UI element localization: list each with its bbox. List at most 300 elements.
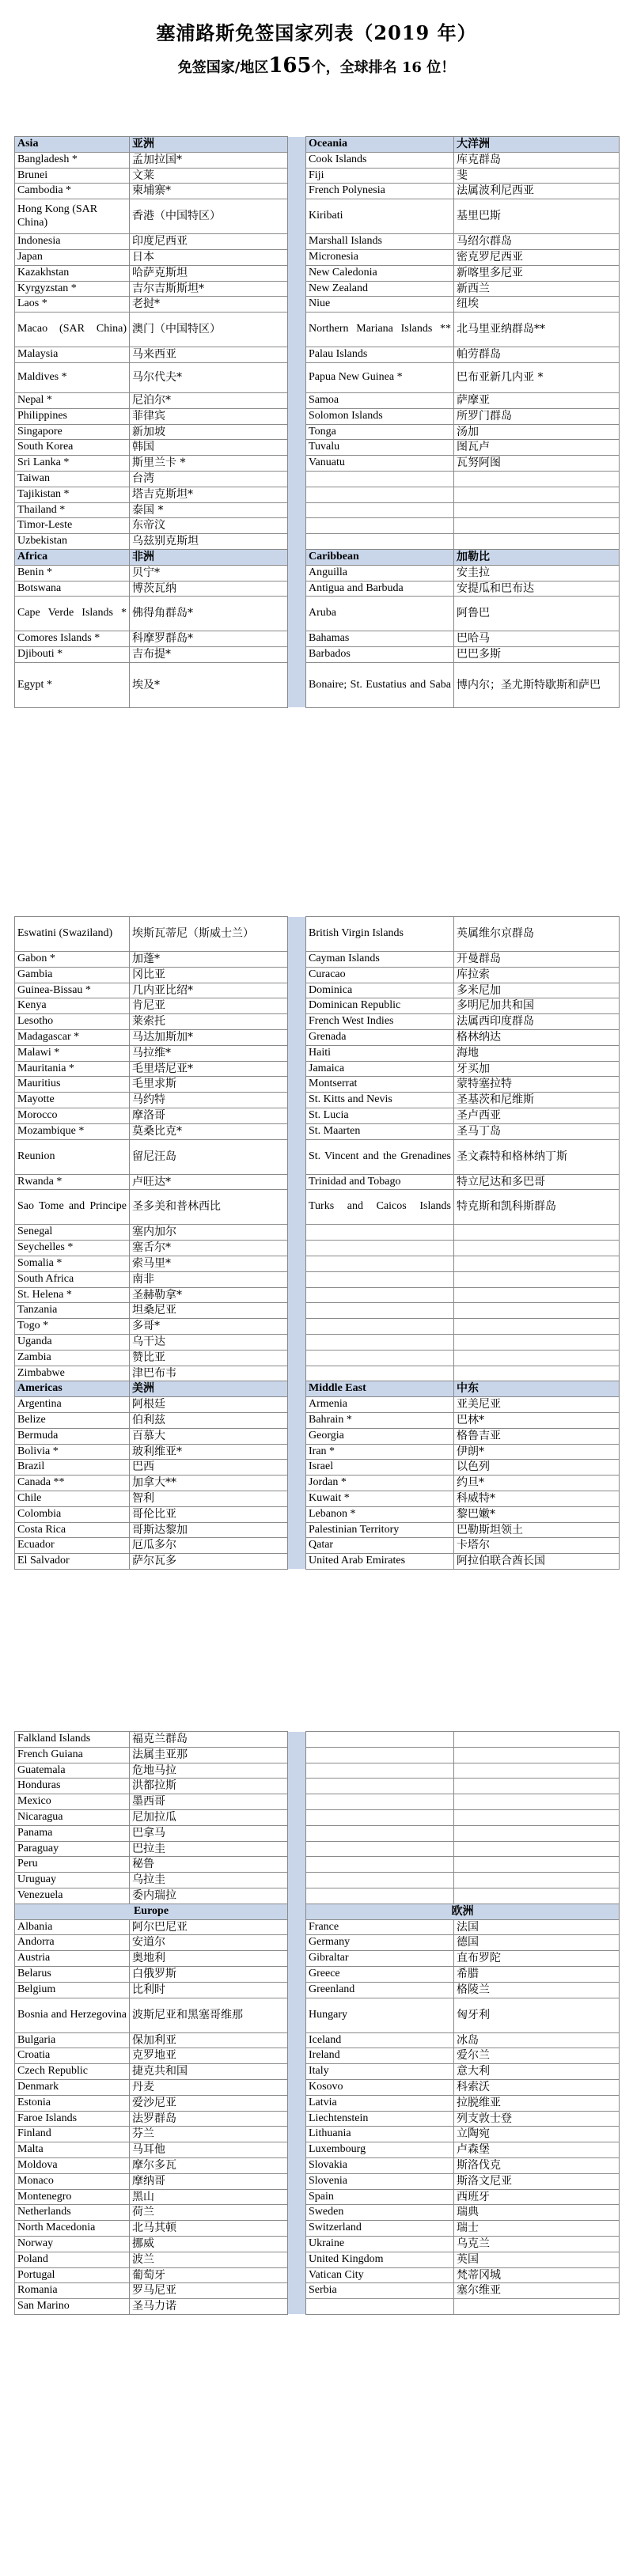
country-name-en: St. Maarten xyxy=(306,1123,454,1139)
column-spacer xyxy=(288,2205,306,2221)
country-name-en: Togo * xyxy=(15,1319,130,1335)
country-name-zh: 纽埃 xyxy=(454,297,620,313)
column-spacer xyxy=(288,2142,306,2158)
country-name-en: Panama xyxy=(15,1825,130,1841)
country-name-en: Mozambique * xyxy=(15,1123,130,1139)
country-name-en xyxy=(306,1241,454,1256)
subtitle-prefix: 免签国家/地区 xyxy=(177,59,269,76)
table-row xyxy=(15,408,620,424)
table-row xyxy=(15,168,620,184)
country-name-en: Poland xyxy=(15,2252,130,2267)
region-header-row xyxy=(15,1381,620,1397)
country-name-zh: 佛得角群岛* xyxy=(130,597,288,631)
column-spacer xyxy=(288,487,306,502)
country-name-en: Falkland Islands xyxy=(15,1732,130,1748)
country-name-zh xyxy=(454,2299,620,2315)
region-name-en: Asia xyxy=(15,137,130,153)
country-name-zh: 伯利兹 xyxy=(130,1412,288,1428)
column-spacer xyxy=(288,1077,306,1093)
column-spacer xyxy=(288,424,306,440)
country-name-zh: 加蓬* xyxy=(130,952,288,968)
country-name-zh xyxy=(454,1779,620,1794)
country-name-en xyxy=(306,534,454,550)
country-name-zh: 捷克共和国 xyxy=(130,2064,288,2080)
country-name-en: Eswatini (Swaziland) xyxy=(15,917,130,952)
country-name-en: Spain xyxy=(306,2189,454,2205)
column-spacer xyxy=(288,1857,306,1873)
country-name-zh: 库拉索 xyxy=(454,967,620,983)
table-row xyxy=(15,1319,620,1335)
country-name-en: Andorra xyxy=(15,1935,130,1951)
column-spacer xyxy=(288,952,306,968)
country-name-en xyxy=(306,487,454,502)
country-name-zh: 安提瓜和巴布达 xyxy=(454,581,620,597)
country-name-en: United Arab Emirates xyxy=(306,1554,454,1570)
table-row xyxy=(15,1888,620,1904)
country-name-en: Costa Rica xyxy=(15,1522,130,1538)
country-name-zh: 瓦努阿图 xyxy=(454,456,620,472)
table-row xyxy=(15,1460,620,1476)
country-name-zh: 肯尼亚 xyxy=(130,998,288,1014)
country-name-zh: 印度尼西亚 xyxy=(130,234,288,250)
table-row xyxy=(15,1919,620,1935)
country-name-zh xyxy=(454,1225,620,1241)
country-name-zh xyxy=(454,1241,620,1256)
country-name-en: Maldives * xyxy=(15,362,130,392)
country-name-en: French Guiana xyxy=(15,1747,130,1763)
country-name-en xyxy=(306,1857,454,1873)
country-name-zh xyxy=(454,1763,620,1779)
country-name-en xyxy=(306,1350,454,1366)
region-name-en: Middle East xyxy=(306,1381,454,1397)
country-name-zh xyxy=(454,1825,620,1841)
country-name-en: Venezuela xyxy=(15,1888,130,1904)
table-row xyxy=(15,2079,620,2095)
table-row xyxy=(15,362,620,392)
country-name-en: Papua New Guinea * xyxy=(306,362,454,392)
column-spacer xyxy=(288,2173,306,2189)
country-name-zh: 新加坡 xyxy=(130,424,288,440)
country-name-zh: 波斯尼亚和黑塞哥维那 xyxy=(130,1998,288,2032)
country-name-zh: 吉布提* xyxy=(130,647,288,663)
country-name-en xyxy=(306,1873,454,1888)
country-name-en: Grenada xyxy=(306,1029,454,1045)
country-name-zh: 爱沙尼亚 xyxy=(130,2095,288,2111)
column-spacer xyxy=(288,549,306,565)
country-name-zh: 阿拉伯联合酋长国 xyxy=(454,1554,620,1570)
column-spacer xyxy=(288,1029,306,1045)
country-name-zh: 圣马丁岛 xyxy=(454,1123,620,1139)
column-spacer xyxy=(288,1174,306,1190)
column-spacer xyxy=(288,1045,306,1061)
country-name-zh: 塞舌尔* xyxy=(130,1241,288,1256)
country-name-en xyxy=(306,1271,454,1287)
region-name-en: Oceania xyxy=(306,137,454,153)
country-name-zh: 马耳他 xyxy=(130,2142,288,2158)
country-name-zh: 冰岛 xyxy=(454,2032,620,2048)
column-spacer xyxy=(288,2111,306,2127)
table-row xyxy=(15,2252,620,2267)
table-row xyxy=(15,565,620,581)
table-row xyxy=(15,1271,620,1287)
country-name-en: South Korea xyxy=(15,440,130,456)
visa-free-table-1 xyxy=(14,136,620,708)
country-name-en: Malaysia xyxy=(15,347,130,363)
column-spacer xyxy=(288,502,306,518)
country-name-en: British Virgin Islands xyxy=(306,917,454,952)
country-name-zh: 委内瑞拉 xyxy=(130,1888,288,1904)
country-name-en: Haiti xyxy=(306,1045,454,1061)
country-name-zh: 毛里塔尼亚* xyxy=(130,1061,288,1077)
country-name-en: Morocco xyxy=(15,1108,130,1123)
country-name-en: Niue xyxy=(306,297,454,313)
table-row xyxy=(15,1779,620,1794)
country-name-en: Cook Islands xyxy=(306,152,454,168)
country-name-zh: 危地马拉 xyxy=(130,1763,288,1779)
country-name-zh: 格陵兰 xyxy=(454,1982,620,1998)
country-name-zh: 伊朗* xyxy=(454,1444,620,1460)
country-name-zh: 哥斯达黎加 xyxy=(130,1522,288,1538)
country-name-zh: 冈比亚 xyxy=(130,967,288,983)
table-row xyxy=(15,2157,620,2173)
country-name-zh: 直布罗陀 xyxy=(454,1951,620,1967)
column-spacer xyxy=(288,1428,306,1444)
country-name-en xyxy=(306,1225,454,1241)
country-name-en: Bonaire; St. Eustatius and Saba xyxy=(306,662,454,707)
country-name-zh: 智利 xyxy=(130,1491,288,1506)
column-spacer xyxy=(288,2127,306,2142)
column-spacer xyxy=(288,1841,306,1857)
country-name-en: Guatemala xyxy=(15,1763,130,1779)
table-row xyxy=(15,1951,620,1967)
column-spacer xyxy=(288,265,306,281)
country-name-zh: 加拿大** xyxy=(130,1476,288,1491)
country-name-en: Zambia xyxy=(15,1350,130,1366)
table-row xyxy=(15,1476,620,1491)
table-row xyxy=(15,1366,620,1381)
column-spacer xyxy=(288,1476,306,1491)
country-name-en xyxy=(306,1779,454,1794)
region-name-en: Americas xyxy=(15,1381,130,1397)
country-name-zh: 牙买加 xyxy=(454,1061,620,1077)
table-row xyxy=(15,265,620,281)
column-spacer xyxy=(288,1732,306,1748)
table-row xyxy=(15,983,620,998)
country-name-en: Kosovo xyxy=(306,2079,454,2095)
country-name-en: Liechtenstein xyxy=(306,2111,454,2127)
column-spacer xyxy=(288,1256,306,1271)
country-name-en: Djibouti * xyxy=(15,647,130,663)
table-row xyxy=(15,1412,620,1428)
column-spacer xyxy=(288,234,306,250)
country-name-zh: 黑山 xyxy=(130,2189,288,2205)
table-row xyxy=(15,2048,620,2064)
page-title: 塞浦路斯免签国家列表（2019 年） xyxy=(156,21,477,44)
country-name-en: Guinea-Bissau * xyxy=(15,983,130,998)
column-spacer xyxy=(288,1303,306,1319)
country-name-en: Cayman Islands xyxy=(306,952,454,968)
country-name-zh: 德国 xyxy=(454,1935,620,1951)
country-name-en: Malawi * xyxy=(15,1045,130,1061)
column-spacer xyxy=(288,2299,306,2315)
table-row xyxy=(15,1857,620,1873)
country-name-zh: 巴拉圭 xyxy=(130,1841,288,1857)
table-row xyxy=(15,1491,620,1506)
subtitle-middle: 个，全球排名 xyxy=(311,59,402,76)
table-row xyxy=(15,647,620,663)
column-spacer xyxy=(288,1763,306,1779)
column-spacer xyxy=(288,281,306,297)
country-name-zh: 澳门（中国特区） xyxy=(130,313,288,347)
table-row xyxy=(15,1966,620,1982)
country-name-zh: 比利时 xyxy=(130,1982,288,1998)
country-name-zh: 图瓦卢 xyxy=(454,440,620,456)
country-name-zh: 埃及* xyxy=(130,662,288,707)
country-name-zh: 法属圭亚那 xyxy=(130,1747,288,1763)
region-name-zh: 加勒比 xyxy=(454,549,620,565)
country-name-en: Montenegro xyxy=(15,2189,130,2205)
table-row xyxy=(15,1998,620,2032)
country-name-zh: 阿鲁巴 xyxy=(454,597,620,631)
country-name-zh: 库克群岛 xyxy=(454,152,620,168)
country-name-zh: 柬埔寨* xyxy=(130,184,288,199)
column-spacer xyxy=(288,152,306,168)
country-name-en: Tonga xyxy=(306,424,454,440)
column-spacer xyxy=(288,1061,306,1077)
table-row xyxy=(15,597,620,631)
country-name-zh: 圣基茨和尼维斯 xyxy=(454,1093,620,1108)
country-name-zh xyxy=(454,1732,620,1748)
country-name-en xyxy=(306,1732,454,1748)
country-name-en: St. Kitts and Nevis xyxy=(306,1093,454,1108)
column-spacer xyxy=(288,1747,306,1763)
country-name-en: Botswana xyxy=(15,581,130,597)
country-name-en: Hungary xyxy=(306,1998,454,2032)
country-name-en: Indonesia xyxy=(15,234,130,250)
region-header-row xyxy=(15,549,620,565)
column-spacer xyxy=(288,1123,306,1139)
country-name-zh: 哈萨克斯坦 xyxy=(130,265,288,281)
column-spacer xyxy=(288,392,306,408)
table-row xyxy=(15,1982,620,1998)
column-spacer xyxy=(288,1825,306,1841)
country-name-zh: 尼加拉瓜 xyxy=(130,1809,288,1825)
table-row xyxy=(15,1538,620,1554)
country-name-en: Gibraltar xyxy=(306,1951,454,1967)
country-name-zh: 莫桑比克* xyxy=(130,1123,288,1139)
country-name-zh: 圣多美和普林西比 xyxy=(130,1190,288,1225)
column-spacer xyxy=(288,2157,306,2173)
column-spacer xyxy=(288,1287,306,1303)
column-spacer xyxy=(288,362,306,392)
country-name-zh: 多米尼加 xyxy=(454,983,620,998)
country-name-en: Croatia xyxy=(15,2048,130,2064)
country-name-zh: 马达加斯加* xyxy=(130,1029,288,1045)
country-name-en: Canada ** xyxy=(15,1476,130,1491)
table-row xyxy=(15,2032,620,2048)
country-name-zh: 以色列 xyxy=(454,1460,620,1476)
country-name-en: Timor-Leste xyxy=(15,518,130,534)
country-name-zh: 斯洛伐克 xyxy=(454,2157,620,2173)
country-name-zh xyxy=(454,1747,620,1763)
country-name-en: Latvia xyxy=(306,2095,454,2111)
country-name-en: Lesotho xyxy=(15,1014,130,1030)
country-name-en: Vanuatu xyxy=(306,456,454,472)
country-name-zh xyxy=(454,1319,620,1335)
table-row xyxy=(15,2267,620,2283)
country-name-en: Micronesia xyxy=(306,249,454,265)
table-row xyxy=(15,1029,620,1045)
country-name-en: Brunei xyxy=(15,168,130,184)
country-name-en: Benin * xyxy=(15,565,130,581)
country-name-zh xyxy=(454,471,620,487)
country-name-zh: 丹麦 xyxy=(130,2079,288,2095)
country-name-en: Palau Islands xyxy=(306,347,454,363)
country-name-zh: 阿根廷 xyxy=(130,1397,288,1413)
country-name-en: Germany xyxy=(306,1935,454,1951)
table-row xyxy=(15,1732,620,1748)
country-name-en: Reunion xyxy=(15,1139,130,1174)
country-name-en: Barbados xyxy=(306,647,454,663)
country-name-en: Samoa xyxy=(306,392,454,408)
column-spacer xyxy=(288,168,306,184)
country-name-en: Armenia xyxy=(306,1397,454,1413)
column-spacer xyxy=(288,1538,306,1554)
column-spacer xyxy=(288,1241,306,1256)
country-name-zh: 墨西哥 xyxy=(130,1794,288,1810)
table-row xyxy=(15,581,620,597)
country-name-en xyxy=(306,1747,454,1763)
country-name-zh: 奥地利 xyxy=(130,1951,288,1967)
country-name-zh: 塔吉克斯坦* xyxy=(130,487,288,502)
country-name-en: Czech Republic xyxy=(15,2064,130,2080)
country-name-en: Curacao xyxy=(306,967,454,983)
table-row xyxy=(15,2111,620,2127)
country-name-en: Nepal * xyxy=(15,392,130,408)
column-spacer xyxy=(288,2079,306,2095)
country-name-en xyxy=(306,1287,454,1303)
column-spacer xyxy=(288,1554,306,1570)
country-name-zh: 百慕大 xyxy=(130,1428,288,1444)
column-spacer xyxy=(288,631,306,647)
country-name-zh: 克罗地亚 xyxy=(130,2048,288,2064)
table-row xyxy=(15,297,620,313)
country-name-en: Anguilla xyxy=(306,565,454,581)
table-row xyxy=(15,1334,620,1350)
country-name-zh: 保加利亚 xyxy=(130,2032,288,2048)
column-spacer xyxy=(288,1809,306,1825)
country-name-en: French West Indies xyxy=(306,1014,454,1030)
country-name-zh: 乌干达 xyxy=(130,1334,288,1350)
country-name-zh: 文莱 xyxy=(130,168,288,184)
table-row xyxy=(15,313,620,347)
country-name-en: Seychelles * xyxy=(15,1241,130,1256)
country-name-en: United Kingdom xyxy=(306,2252,454,2267)
column-spacer xyxy=(288,1444,306,1460)
country-name-zh: 新喀里多尼亚 xyxy=(454,265,620,281)
country-name-en: Gambia xyxy=(15,967,130,983)
table-row xyxy=(15,1045,620,1061)
country-name-zh: 马尔代夫* xyxy=(130,362,288,392)
column-spacer xyxy=(288,184,306,199)
country-name-en: Ecuador xyxy=(15,1538,130,1554)
country-name-zh: 巴西 xyxy=(130,1460,288,1476)
country-name-en: Trinidad and Tobago xyxy=(306,1174,454,1190)
country-name-en: St. Helena * xyxy=(15,1287,130,1303)
table-row xyxy=(15,1841,620,1857)
country-name-en: Gabon * xyxy=(15,952,130,968)
table-row xyxy=(15,1428,620,1444)
country-name-zh xyxy=(454,1873,620,1888)
country-name-en xyxy=(306,1841,454,1857)
table-row xyxy=(15,502,620,518)
country-name-zh: 圣马力诺 xyxy=(130,2299,288,2315)
country-name-zh: 泰国 * xyxy=(130,502,288,518)
column-spacer xyxy=(288,408,306,424)
country-name-en: Honduras xyxy=(15,1779,130,1794)
column-spacer xyxy=(288,917,306,952)
region-name-en: Europe xyxy=(15,1904,288,1919)
column-spacer xyxy=(288,1460,306,1476)
table-row xyxy=(15,424,620,440)
country-name-zh: 安道尔 xyxy=(130,1935,288,1951)
country-name-en: Bahamas xyxy=(306,631,454,647)
country-name-en: Malta xyxy=(15,2142,130,2158)
country-name-zh: 法属波利尼西亚 xyxy=(454,184,620,199)
country-name-en: Denmark xyxy=(15,2079,130,2095)
country-name-zh: 巴林* xyxy=(454,1412,620,1428)
country-name-en: Serbia xyxy=(306,2283,454,2299)
country-name-zh: 阿尔巴尼亚 xyxy=(130,1919,288,1935)
country-name-zh: 英属维尔京群岛 xyxy=(454,917,620,952)
column-spacer xyxy=(288,1381,306,1397)
column-spacer xyxy=(288,1779,306,1794)
country-name-en: Tanzania xyxy=(15,1303,130,1319)
country-name-zh: 圣卢西亚 xyxy=(454,1108,620,1123)
country-name-en: Iran * xyxy=(306,1444,454,1460)
country-name-en: Argentina xyxy=(15,1397,130,1413)
country-name-en xyxy=(306,1334,454,1350)
country-name-en: Monaco xyxy=(15,2173,130,2189)
table-row xyxy=(15,1061,620,1077)
country-name-zh xyxy=(454,1794,620,1810)
table-row xyxy=(15,1174,620,1190)
country-name-zh xyxy=(454,502,620,518)
column-spacer xyxy=(288,2283,306,2299)
country-name-zh xyxy=(454,1271,620,1287)
country-name-en: Belgium xyxy=(15,1982,130,1998)
column-spacer xyxy=(288,1350,306,1366)
column-spacer xyxy=(288,297,306,313)
table-row xyxy=(15,2173,620,2189)
country-name-en: Faroe Islands xyxy=(15,2111,130,2127)
country-name-en: France xyxy=(306,1919,454,1935)
country-name-zh: 留尼汪岛 xyxy=(130,1139,288,1174)
country-name-en: Egypt * xyxy=(15,662,130,707)
country-name-en: Israel xyxy=(306,1460,454,1476)
country-name-zh: 卢旺达* xyxy=(130,1174,288,1190)
country-name-en: Comores Islands * xyxy=(15,631,130,647)
subtitle-suffix: 位！ xyxy=(421,59,456,76)
country-name-en: Antigua and Barbuda xyxy=(306,581,454,597)
country-name-en: Senegal xyxy=(15,1225,130,1241)
country-name-en: Iceland xyxy=(306,2032,454,2048)
column-spacer xyxy=(288,1014,306,1030)
table-row xyxy=(15,487,620,502)
country-name-en xyxy=(306,1256,454,1271)
column-spacer xyxy=(288,313,306,347)
table-row xyxy=(15,471,620,487)
